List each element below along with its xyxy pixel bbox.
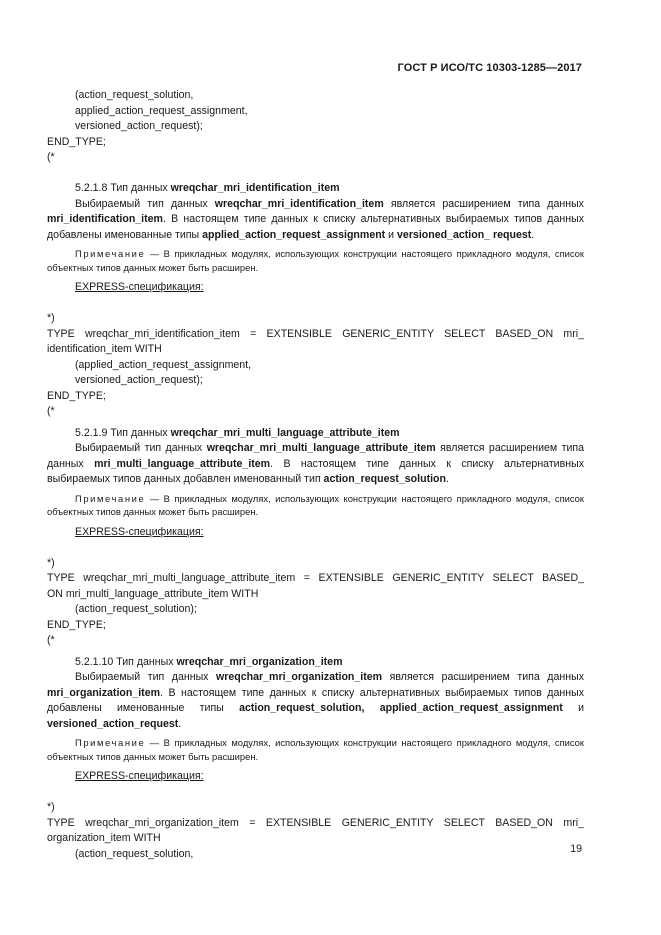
express-spec-label	[47, 525, 584, 541]
paragraph-text: является расширением типа данных	[47, 442, 584, 470]
express-spec-text: EXPRESS-спецификация:	[75, 770, 204, 782]
paragraph-text: . В настоящем типе данных к списку альтернативных выбираемых типов данных добавлен именованный тип	[47, 457, 584, 485]
paragraph-text: Выбираемый тип данных	[75, 671, 217, 683]
document-header: ГОСТ Р ИСО/ТС 10303-1285—2017	[397, 62, 582, 74]
paragraph-text: .	[531, 228, 535, 241]
code-line: ON mri_multi_language_attribute_item WITH	[47, 587, 259, 600]
code-line: (action_request_solution,	[75, 89, 194, 101]
code-line: applied_action_request_assignment,	[75, 104, 248, 117]
paragraph-term: mri_organization_item	[47, 686, 161, 699]
paragraph-text: Выбираемый тип данных	[75, 442, 207, 454]
code-line: (applied_action_request_assignment,	[75, 358, 252, 371]
code-line: versioned_action_request);	[75, 374, 203, 386]
paragraph-text: и	[385, 228, 398, 241]
paragraph-term: mri_multi_language_attribute_item	[94, 457, 271, 470]
note-text: — В прикладных модулях, использующих конструкции настоящего прикладного модуля, список объектных типов данных может быть расширен.	[47, 492, 584, 517]
code-line: END_TYPE;	[47, 389, 106, 402]
note	[47, 736, 584, 763]
express-spec-text: EXPRESS-спецификация:	[75, 281, 204, 293]
code-line: END_TYPE;	[47, 618, 106, 631]
paragraph-text: . В настоящем типе данных к списку альтернативных выбираемых типов данных добавлены именованные типы	[47, 213, 584, 241]
page-number: 19	[570, 843, 582, 855]
section-heading	[47, 426, 584, 442]
code-line: organization_item WITH	[47, 832, 161, 844]
code-line: END_TYPE;	[47, 135, 106, 148]
paragraph-term: action_request_solution, applied_action_request_assignment	[239, 702, 563, 714]
page-content	[47, 88, 584, 862]
paragraph-text: Выбираемый тип данных	[75, 197, 215, 210]
paragraph-text: .	[178, 717, 182, 730]
note-label: Примечание	[75, 737, 146, 748]
code-line: TYPE wreqchar_mri_identification_item = EXTENSIBLE GENERIC_ENTITY SELECT BASED_ON mri_	[47, 327, 584, 340]
paragraph-text: .	[446, 473, 449, 485]
code-line: *)	[47, 312, 55, 324]
section-paragraph	[47, 670, 584, 732]
code-line: (action_request_solution,	[75, 847, 194, 860]
code-line: TYPE wreqchar_mri_organization_item = EXTENSIBLE GENERIC_ENTITY SELECT BASED_ON mri_	[47, 816, 584, 829]
paragraph-text: является расширением типа данных	[383, 197, 584, 210]
code-line: (*	[47, 405, 55, 417]
section-heading-name: wreqchar_mri_organization_item	[176, 655, 343, 668]
paragraph-text: и	[562, 702, 584, 714]
express-spec-label	[47, 769, 584, 785]
code-line: (*	[47, 634, 55, 646]
note	[47, 247, 584, 274]
code-line: TYPE wreqchar_mri_multi_language_attribute_item = EXTENSIBLE GENERIC_ENTITY SELECT BASED_	[47, 572, 584, 584]
section-heading-name: wreqchar_mri_multi_language_attribute_item	[170, 426, 400, 439]
note-label: Примечание	[75, 492, 146, 504]
section-heading-text: 5.2.1.9 Тип данных	[75, 426, 171, 439]
section-heading	[47, 655, 584, 671]
paragraph-term: applied_action_request_assignment	[202, 228, 386, 241]
paragraph-term: wreqchar_mri_identification_item	[214, 197, 384, 210]
note-text: — В прикладных модулях, использующих конструкции настоящего прикладного модуля, список объектных типов данных может быть расширен.	[47, 737, 584, 762]
paragraph-term: versioned_action_ request	[397, 228, 532, 241]
paragraph-text: является расширением типа данных	[382, 671, 584, 683]
paragraph-term: mri_identification_item	[47, 213, 163, 225]
paragraph-term: versioned_action_request	[47, 717, 179, 730]
section-heading-text: 5.2.1.10 Тип данных	[75, 655, 177, 668]
section-paragraph	[47, 197, 584, 244]
paragraph-term: action_request_solution	[323, 473, 446, 485]
section-heading-name: wreqchar_mri_identification_item	[170, 182, 340, 194]
express-spec-text: EXPRESS-спецификация:	[75, 525, 204, 538]
section-heading-text: 5.2.1.8 Тип данных	[75, 182, 171, 194]
note-label: Примечание	[75, 248, 146, 259]
section-heading	[47, 181, 584, 197]
section-paragraph	[47, 441, 584, 488]
paragraph-text: . В настоящем типе данных к списку альтернативных выбираемых типов данных добавлены именованные типы	[47, 686, 584, 714]
code-line: identification_item WITH	[47, 343, 162, 355]
code-line: *)	[47, 801, 55, 813]
code-line: versioned_action_request);	[75, 120, 203, 132]
paragraph-term: wreqchar_mri_organization_item	[216, 671, 383, 683]
paragraph-term: wreqchar_mri_multi_language_attribute_item	[206, 442, 436, 454]
note-text: — В прикладных модулях, использующих конструкции настоящего прикладного модуля, список объектных типов данных может быть расширен.	[47, 248, 584, 273]
code-line: (action_request_solution);	[75, 603, 197, 615]
express-spec-label	[47, 280, 584, 296]
note	[47, 492, 584, 519]
code-line: *)	[47, 556, 55, 569]
code-line: (*	[47, 151, 55, 163]
